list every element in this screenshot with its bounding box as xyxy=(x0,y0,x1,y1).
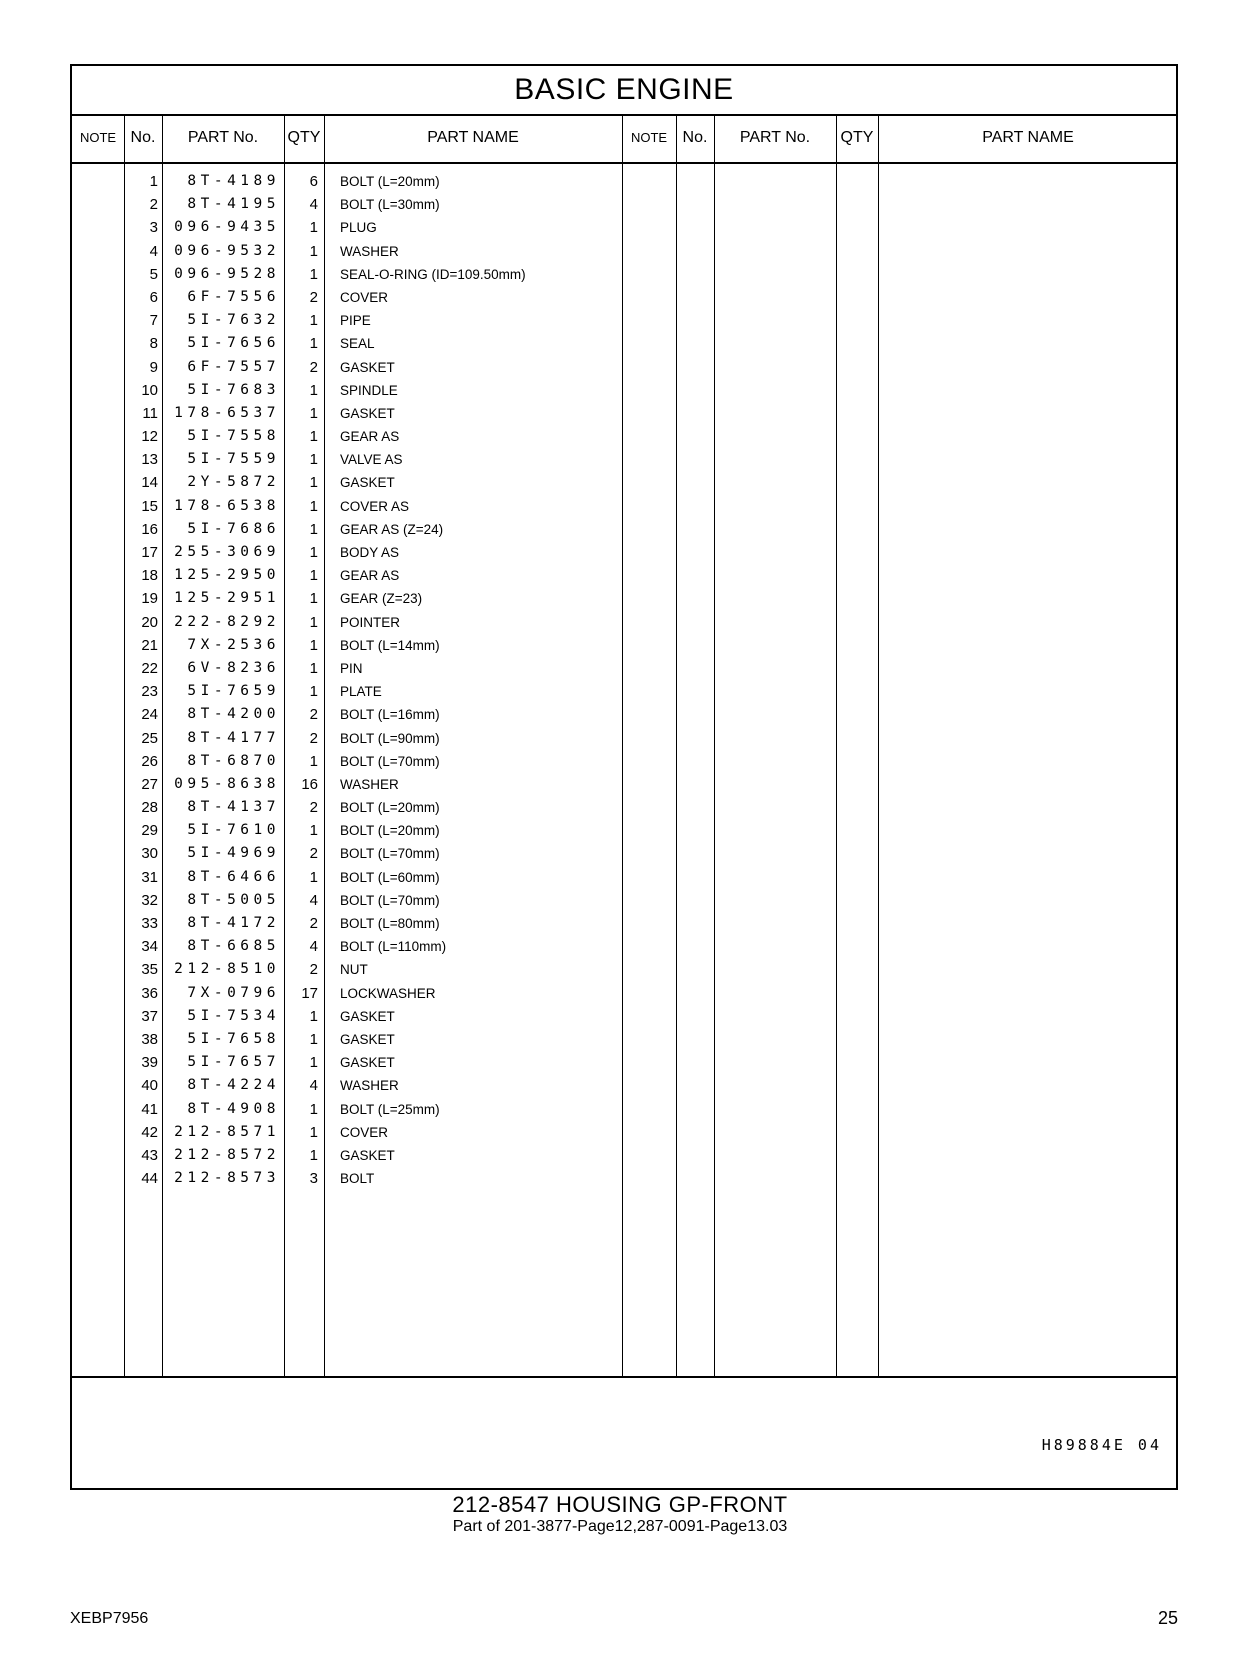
table-row xyxy=(72,634,632,657)
part-name: GASKET xyxy=(340,475,395,491)
drawing-code: H89884E 04 xyxy=(1041,1436,1162,1454)
part-quantity: 1 xyxy=(309,451,318,469)
part-quantity: 1 xyxy=(309,868,318,886)
part-name: BOLT (L=60mm) xyxy=(340,869,440,885)
part-quantity: 16 xyxy=(301,775,318,793)
part-number: 096-9532 xyxy=(174,242,280,259)
part-number-index: 44 xyxy=(141,1170,158,1188)
part-number-index: 24 xyxy=(141,706,158,724)
part-number-index: 17 xyxy=(141,544,158,561)
part-name: PLUG xyxy=(340,220,377,236)
part-name: COVER xyxy=(340,1124,389,1140)
part-quantity: 1 xyxy=(309,683,318,701)
table-row xyxy=(72,332,632,355)
part-number: 7X-2536 xyxy=(187,636,280,653)
part-number-index: 15 xyxy=(141,497,158,515)
part-number-index: 3 xyxy=(149,219,158,237)
part-quantity: 2 xyxy=(309,845,318,863)
table-row xyxy=(72,796,632,819)
page-title: BASIC ENGINE xyxy=(72,66,1176,116)
part-number: 8T-4200 xyxy=(187,706,280,723)
part-name: PIN xyxy=(340,660,363,676)
part-name: SEAL-O-RING (ID=109.50mm) xyxy=(340,266,526,282)
part-number: 5I-7559 xyxy=(187,451,280,468)
part-quantity: 2 xyxy=(309,358,318,376)
table-row xyxy=(72,379,632,402)
table-body-end xyxy=(72,1376,1176,1378)
header-part-name-right: PART NAME xyxy=(982,129,1074,146)
part-quantity: 17 xyxy=(301,984,318,1002)
part-name: BOLT (L=30mm) xyxy=(340,197,440,213)
part-number-index: 32 xyxy=(141,891,158,909)
table-row xyxy=(72,727,632,750)
part-number: 8T-6466 xyxy=(187,868,280,885)
part-quantity: 4 xyxy=(309,1077,318,1095)
part-quantity: 1 xyxy=(309,659,318,677)
part-quantity: 1 xyxy=(309,822,318,840)
part-quantity: 1 xyxy=(309,1054,318,1072)
part-number: 6F-7557 xyxy=(187,358,280,375)
part-number: 5I-7632 xyxy=(187,312,280,329)
part-name: PIPE xyxy=(340,313,371,329)
part-number: 222-8292 xyxy=(174,613,280,630)
part-quantity: 1 xyxy=(309,590,318,608)
table-row xyxy=(72,1074,632,1097)
part-number-index: 14 xyxy=(141,474,158,492)
table-row xyxy=(72,471,632,494)
part-name: SPINDLE xyxy=(340,382,398,398)
part-number-index: 13 xyxy=(141,451,158,469)
part-number-index: 34 xyxy=(141,938,158,956)
part-number-index: 27 xyxy=(141,775,158,793)
part-quantity: 1 xyxy=(309,497,318,515)
table-row xyxy=(72,286,632,309)
table-row xyxy=(72,842,632,865)
part-number: 5I-7657 xyxy=(187,1054,280,1071)
part-number: 8T-4189 xyxy=(187,173,280,189)
part-number: 212-8573 xyxy=(174,1170,280,1187)
table-row xyxy=(72,982,632,1005)
part-quantity: 1 xyxy=(309,1100,318,1118)
part-name: BOLT (L=70mm) xyxy=(340,753,440,769)
part-number-index: 22 xyxy=(141,659,158,677)
part-number: 5I-4969 xyxy=(187,845,280,862)
part-number-index: 26 xyxy=(141,752,158,770)
part-name: BOLT (L=90mm) xyxy=(340,730,440,746)
part-name: BOLT (L=110mm) xyxy=(340,939,447,955)
part-number: 8T-6685 xyxy=(187,938,280,955)
part-number-index: 12 xyxy=(141,428,158,446)
table-row xyxy=(72,1167,632,1190)
part-number: 095-8638 xyxy=(174,775,280,792)
part-number: 5I-7658 xyxy=(187,1030,280,1047)
part-quantity: 6 xyxy=(309,173,318,190)
part-number: 6F-7556 xyxy=(187,288,280,305)
part-number: 5I-7534 xyxy=(187,1007,280,1024)
part-name: PLATE xyxy=(340,684,382,700)
part-number-index: 38 xyxy=(141,1030,158,1048)
part-number-index: 6 xyxy=(149,288,158,306)
part-number-index: 16 xyxy=(141,520,158,538)
part-name: GASKET xyxy=(340,1031,395,1047)
document-id: XEBP7956 xyxy=(70,1610,149,1627)
part-number: 5I-7686 xyxy=(187,520,280,537)
table-row xyxy=(72,1121,632,1144)
part-number-index: 35 xyxy=(141,961,158,979)
part-name: BOLT (L=16mm) xyxy=(340,707,440,723)
part-name: GASKET xyxy=(340,1147,395,1163)
table-row xyxy=(72,425,632,448)
table-header xyxy=(72,114,1176,164)
part-number: 8T-4177 xyxy=(187,729,280,746)
part-number: 125-2951 xyxy=(174,590,280,607)
table-row xyxy=(72,518,632,541)
table-row xyxy=(72,356,632,379)
part-quantity: 4 xyxy=(309,938,318,956)
part-number-index: 19 xyxy=(141,590,158,608)
header-part-no-right: PART No. xyxy=(739,129,811,146)
part-number: 096-9435 xyxy=(174,219,280,236)
part-name: WASHER xyxy=(340,776,399,792)
header-qty-right: QTY xyxy=(840,129,874,146)
part-name: BODY AS xyxy=(340,545,400,560)
part-number-index: 21 xyxy=(141,636,158,654)
part-number: 5I-7656 xyxy=(187,335,280,352)
part-quantity: 4 xyxy=(309,196,318,214)
parts-list xyxy=(72,170,632,1190)
part-number-index: 42 xyxy=(141,1123,158,1141)
part-quantity: 4 xyxy=(309,891,318,909)
table-row xyxy=(72,912,632,935)
part-quantity: 2 xyxy=(309,288,318,306)
part-quantity: 1 xyxy=(309,1146,318,1164)
part-name: GASKET xyxy=(340,405,395,421)
part-name: GEAR AS xyxy=(340,429,400,445)
part-number-index: 33 xyxy=(141,915,158,932)
part-number-index: 2 xyxy=(149,196,158,214)
table-row xyxy=(72,402,632,425)
part-number-index: 9 xyxy=(149,358,158,376)
part-number-index: 39 xyxy=(141,1054,158,1072)
part-name: GASKET xyxy=(340,1055,395,1071)
column-divider xyxy=(676,114,677,1376)
table-row xyxy=(72,935,632,958)
table-row xyxy=(72,541,632,564)
part-quantity: 1 xyxy=(309,1030,318,1048)
table-row xyxy=(72,1028,632,1051)
part-number: 6V-8236 xyxy=(187,659,280,676)
part-number-index: 5 xyxy=(149,265,158,283)
part-name: BOLT (L=20mm) xyxy=(340,174,440,189)
part-quantity: 3 xyxy=(309,1170,318,1188)
part-number-index: 28 xyxy=(141,799,158,817)
table-row xyxy=(72,1144,632,1167)
part-number: 8T-5005 xyxy=(187,891,280,908)
part-name: GEAR AS xyxy=(340,568,400,584)
part-name: NUT xyxy=(340,962,368,978)
part-quantity: 1 xyxy=(309,312,318,330)
column-divider xyxy=(836,114,837,1376)
part-quantity: 1 xyxy=(309,520,318,538)
part-quantity: 1 xyxy=(309,613,318,631)
part-quantity: 1 xyxy=(309,567,318,585)
part-number: 8T-4172 xyxy=(187,915,280,931)
header-part-name: PART NAME xyxy=(427,129,519,146)
part-number-index: 43 xyxy=(141,1146,158,1164)
part-number: 212-8510 xyxy=(174,961,280,978)
table-row xyxy=(72,1005,632,1028)
part-number: 8T-4137 xyxy=(187,799,280,816)
part-quantity: 1 xyxy=(309,1007,318,1025)
part-quantity: 1 xyxy=(309,265,318,283)
part-name: BOLT xyxy=(340,1171,375,1187)
part-number: 8T-6870 xyxy=(187,752,280,769)
part-quantity: 1 xyxy=(309,219,318,237)
table-row xyxy=(72,703,632,726)
part-number-index: 4 xyxy=(149,242,158,260)
column-divider xyxy=(878,114,879,1376)
part-number-index: 20 xyxy=(141,613,158,631)
part-number: 8T-4195 xyxy=(187,196,280,213)
part-number: 178-6538 xyxy=(174,497,280,514)
part-number-index: 25 xyxy=(141,729,158,747)
table-row xyxy=(72,193,632,216)
page-number: 25 xyxy=(1157,1608,1178,1628)
parts-table-frame xyxy=(70,64,1178,1490)
table-row xyxy=(72,495,632,518)
table-row xyxy=(72,680,632,703)
table-row xyxy=(72,657,632,680)
part-name: BOLT (L=25mm) xyxy=(340,1101,440,1117)
part-quantity: 1 xyxy=(309,242,318,260)
group-title: 212-8547 HOUSING GP-FRONT xyxy=(452,1492,788,1517)
table-row xyxy=(72,611,632,634)
part-number: 096-9528 xyxy=(174,265,280,282)
table-row xyxy=(72,587,632,610)
part-number: 5I-7610 xyxy=(187,822,280,839)
table-row xyxy=(72,889,632,912)
part-name: LOCKWASHER xyxy=(340,985,436,1001)
part-quantity: 1 xyxy=(309,381,318,399)
part-quantity: 2 xyxy=(309,729,318,747)
part-number-index: 11 xyxy=(142,404,158,422)
part-number: 5I-7558 xyxy=(187,428,280,445)
header-part-no: PART No. xyxy=(187,129,259,146)
part-name: POINTER xyxy=(340,614,401,630)
table-row xyxy=(72,819,632,842)
part-number-index: 7 xyxy=(149,312,158,330)
part-of-reference: Part of 201-3877-Page12,287-0091-Page13.03 xyxy=(452,1518,788,1535)
header-qty: QTY xyxy=(287,129,321,146)
table-row xyxy=(72,263,632,286)
part-number: 5I-7683 xyxy=(187,381,280,398)
part-number-index: 29 xyxy=(141,822,158,840)
table-row xyxy=(72,866,632,889)
part-name: BOLT (L=20mm) xyxy=(340,823,440,839)
table-row xyxy=(72,216,632,239)
header-note-right: NOTE xyxy=(630,130,668,145)
part-name: COVER xyxy=(340,289,389,305)
header-note: NOTE xyxy=(79,130,117,145)
part-name: VALVE AS xyxy=(340,452,403,468)
part-quantity: 2 xyxy=(309,961,318,979)
part-quantity: 1 xyxy=(309,428,318,446)
part-quantity: 1 xyxy=(309,544,318,561)
part-quantity: 2 xyxy=(309,915,318,932)
part-number: 125-2950 xyxy=(174,567,280,584)
part-name: SEAL xyxy=(340,336,375,352)
table-row xyxy=(72,448,632,471)
part-number-index: 31 xyxy=(141,868,158,886)
header-no: No. xyxy=(130,129,156,146)
part-quantity: 2 xyxy=(309,799,318,817)
part-quantity: 1 xyxy=(309,404,318,422)
table-row xyxy=(72,309,632,332)
table-row xyxy=(72,170,632,193)
part-number-index: 36 xyxy=(141,984,158,1002)
table-row xyxy=(72,750,632,773)
part-number: 8T-4224 xyxy=(187,1077,280,1094)
part-number-index: 8 xyxy=(149,335,158,353)
part-quantity: 1 xyxy=(309,335,318,353)
part-number: 2Y-5872 xyxy=(187,474,280,491)
part-number-index: 40 xyxy=(141,1077,158,1095)
part-quantity: 1 xyxy=(309,1123,318,1141)
part-number-index: 30 xyxy=(141,845,158,863)
part-name: GASKET xyxy=(340,359,395,375)
part-name: WASHER xyxy=(340,1078,399,1094)
part-quantity: 1 xyxy=(309,752,318,770)
part-number-index: 10 xyxy=(141,381,158,399)
part-name: GEAR (Z=23) xyxy=(340,591,423,607)
part-name: GEAR AS (Z=24) xyxy=(340,521,444,537)
part-name: BOLT (L=14mm) xyxy=(340,637,440,653)
part-name: BOLT (L=20mm) xyxy=(340,800,440,816)
part-number-index: 1 xyxy=(149,173,158,190)
column-divider xyxy=(714,114,715,1376)
part-number-index: 37 xyxy=(141,1007,158,1025)
part-number-index: 18 xyxy=(141,567,158,585)
table-row xyxy=(72,1098,632,1121)
part-number: 255-3069 xyxy=(174,544,280,560)
part-name: GASKET xyxy=(340,1008,395,1024)
part-number: 7X-0796 xyxy=(187,984,280,1001)
part-number: 8T-4908 xyxy=(187,1100,280,1117)
part-name: BOLT (L=70mm) xyxy=(340,846,440,862)
table-row xyxy=(72,240,632,263)
part-name: WASHER xyxy=(340,243,399,259)
part-quantity: 2 xyxy=(309,706,318,724)
part-number-index: 23 xyxy=(141,683,158,701)
part-number-index: 41 xyxy=(141,1100,158,1118)
part-number: 178-6537 xyxy=(174,404,280,421)
part-name: BOLT (L=80mm) xyxy=(340,916,440,931)
part-number: 5I-7659 xyxy=(187,683,280,700)
part-quantity: 1 xyxy=(309,636,318,654)
header-no-right: No. xyxy=(682,129,708,146)
table-row xyxy=(72,773,632,796)
table-row xyxy=(72,958,632,981)
part-quantity: 1 xyxy=(309,474,318,492)
part-number: 212-8571 xyxy=(174,1123,280,1140)
table-row xyxy=(72,1051,632,1074)
part-name: COVER AS xyxy=(340,498,410,514)
part-name: BOLT (L=70mm) xyxy=(340,892,440,908)
table-row xyxy=(72,564,632,587)
part-number: 212-8572 xyxy=(174,1146,280,1163)
